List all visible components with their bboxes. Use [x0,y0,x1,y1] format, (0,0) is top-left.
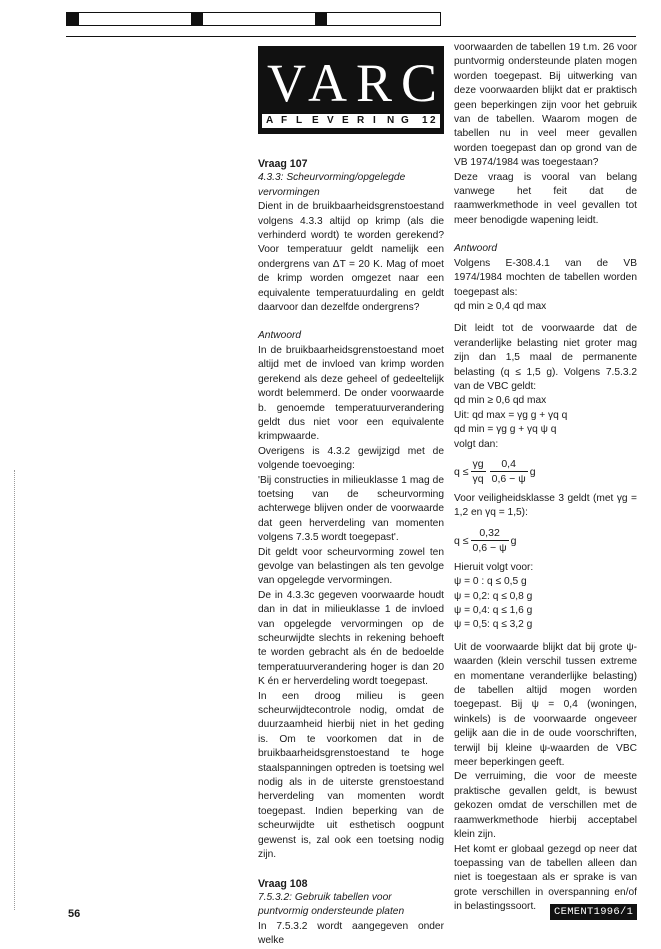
formula-lead: q ≤ [454,534,469,547]
logo-letter: N [387,115,395,126]
top-bar-block [315,13,327,25]
logo-letter: R [357,115,365,126]
answer-paragraph: Uit de voorwaarde blijkt dat bij grote ψ-waarden (klein verschil tussen extreme en momentane veranderlijke belasting) de tabellen altijd mogen worden toegepast. Bij ψ = 0,4 (woningen, winkels) is de voorwaarde ongeveer gelijk aan die in de oude voorschriften, terwijl bij kleine ψ-waarden de VBC meer beperkingen geeft. [454,641,637,769]
answer-paragraph: De in 4.3.3c gegeven voorwaarde houdt dan in dat in milieuklasse 1 de invloed van opgelegde vervormingen op de scheurwijdte slechts in rekening behoeft te worden gebracht als én de bedoelde temperatuurverandering hoger is dan 20 K én er herverdeling wordt toegepast. [258,589,444,688]
case-line: ψ = 0,4: q ≤ 1,6 g [454,605,533,616]
question-108-subtitle: 7.5.3.2: Gebruik tabellen voor puntvormig ondersteunde platen [258,891,405,918]
case-line: ψ = 0,5: q ≤ 3,2 g [454,619,533,631]
fraction [471,526,509,556]
journal-badge: CEMENT1996/1 [550,904,637,920]
answer-paragraph: In de bruikbaarheidsgrenstoestand moet altijd met de invloed van krimp worden gerekend als deze geheel of gedeeltelijk wordt belemmerd. De onder voorwaarde b. genoemde temperatuurverandering geldt dus niet voor een equivalente krimpwaarde. [258,344,444,443]
formula: Uit: qd max = γg g + γq q [454,409,568,421]
answer-paragraph: volgt dan: [454,438,499,450]
answer-paragraph: Het komt er globaal gezegd op neer dat toepassing van de tabellen alleen dan niet is toegestaan als er sprake is van grote verschillen in overspanning en/of in belastingssoort. [454,843,637,913]
question-108-note: Deze vraag is vooral van belang vanwege het feit dat de raamwerkmethode in veel gevallen tot meer benodigde wapening leidt. [454,171,637,226]
logo-letter: A [266,115,274,126]
logo-subtitle [262,114,440,128]
fraction-numerator: 0,32 [471,526,509,541]
scan-edge [14,470,15,910]
fraction-formula [454,452,637,492]
page-number: 56 [68,908,81,920]
formula-tail: g [510,534,517,547]
answer-paragraph: Dit leidt tot de voorwaarde dat de veranderlijke belasting niet groter mag zijn dan 1,5 maal de permanente belasting (q ≤ 1,5 g). Volgens 7.5.3.2 van de VBC geldt: [454,323,637,392]
fraction-denominator: 0,6 − ψ [491,473,526,486]
top-bar-block [67,13,79,25]
logo-letter: V [327,115,334,126]
fraction-numerator: 0,4 [490,457,528,472]
fraction-denominator: γq [472,473,484,486]
logo-letter: E [312,115,319,126]
answer-paragraph: Hieruit volgt voor: [454,561,534,573]
top-bar [66,12,441,26]
formula-lead: q ≤ [454,465,469,478]
answer-label: Antwoord [454,243,498,255]
logo-letter: I [373,115,376,126]
formula: qd min = γg g + γq ψ q [454,424,557,436]
varce-logo [258,46,489,134]
question-108-title: Vraag 108 [258,877,308,890]
logo-letter: E [342,115,349,126]
answer-paragraph: In een droog milieu is geen scheurwijdtecontrole nodig, omdat de duurzaamheid hierbij niet in het geding is. Om te voorkomen dat in de bruikbaarheidsgrenstoestand te hoge staalspanningen optreden is toetsing wel nodig als in de uiterste grenstoestand herverdeling van momenten wordt toegepast. Indien beperking van de scheurwijdte uit esthetisch oogpunt gewenst is, zal ook een toetsing nodig zijn. [258,690,444,861]
logo-letter: F [281,115,288,126]
formula: qd min ≥ 0,6 qd max [454,395,547,407]
answer-paragraph: Overigens is 4.3.2 gewijzigd met de volgende toevoeging: [258,445,444,472]
question-108-continued: voorwaarden de tabellen 19 t.m. 26 voor puntvormig ondersteunde platen mogen worden toegepast. Bij uitwerking van deze voorwaarden blijkt dat er praktisch geen beperkingen zijn voor het gebruik van de tabellen. Waarom mogen de tabellen nu in veel meer gevallen worden toegepast dan op grond van de VB 1974/1984 was toegestaan? [454,42,637,169]
fraction-numerator: γg [471,457,486,472]
fraction [490,457,528,487]
answer-paragraph: Voor veiligheidsklasse 3 geldt (met γg = 1,2 en γq = 1,5): [454,492,637,519]
logo-letter: 1 [422,115,428,126]
question-107-title: Vraag 107 [258,158,308,170]
answer-quote: 'Bij constructies in milieuklasse 1 mag de toetsing van de scheurvorming achterwege blijven onder de voorwaarde dat geen herverdeling van momenten volgens 7.3.5 wordt toegepast'. [258,474,444,544]
fraction-denominator: 0,6 − ψ [472,542,507,555]
logo-letter: L [296,115,303,126]
question-108-body: In 7.5.3.2 wordt aangegeven onder welke [258,920,444,947]
logo-title: VARCE [267,53,489,113]
case-line: ψ = 0 : q ≤ 0,5 g [454,576,527,588]
answer-paragraph: De verruiming, die voor de meeste praktische gevallen geldt, is bewust gekozen omdat de verschillen met de raamwerkmethode hierbij acceptabel klein zijn. [454,771,637,841]
answer-label: Antwoord [258,330,302,342]
answer-paragraph: Dit geldt voor scheurvorming zowel ten gevolge van belastingen als ten gevolge van opgelegde vervormingen. [258,546,444,587]
fraction [471,457,486,487]
question-107-body: Dient in de bruikbaarheidsgrenstoestand volgens 4.3.3 altijd op krimp (als die verhinderd wordt) te worden gerekend? Voor temperatuur geldt namelijk een ondergrens van ΔT = 20 K. Mag of moet de krimp worden omgezet naar een equivalente temperatuurdaling en geldt daarvoor dan dezelfde ondergrens? [258,201,444,314]
case-line: ψ = 0,2: q ≤ 0,8 g [454,590,533,602]
logo-letter: G [401,115,409,126]
answer-paragraph: Volgens E-308.4.1 van de VB 1974/1984 mochten de tabellen worden toegepast als: [454,257,637,298]
formula: qd min ≥ 0,4 qd max [454,300,547,312]
formula-tail: g [529,465,536,478]
logo-letter: 2 [430,115,436,126]
top-bar-block [191,13,203,25]
fraction-formula [454,521,637,561]
left-column [258,157,444,949]
header-rule [66,36,636,37]
right-column [454,41,637,915]
question-107-subtitle: 4.3.3: Scheurvorming/opgelegde vervormingen [258,172,406,198]
